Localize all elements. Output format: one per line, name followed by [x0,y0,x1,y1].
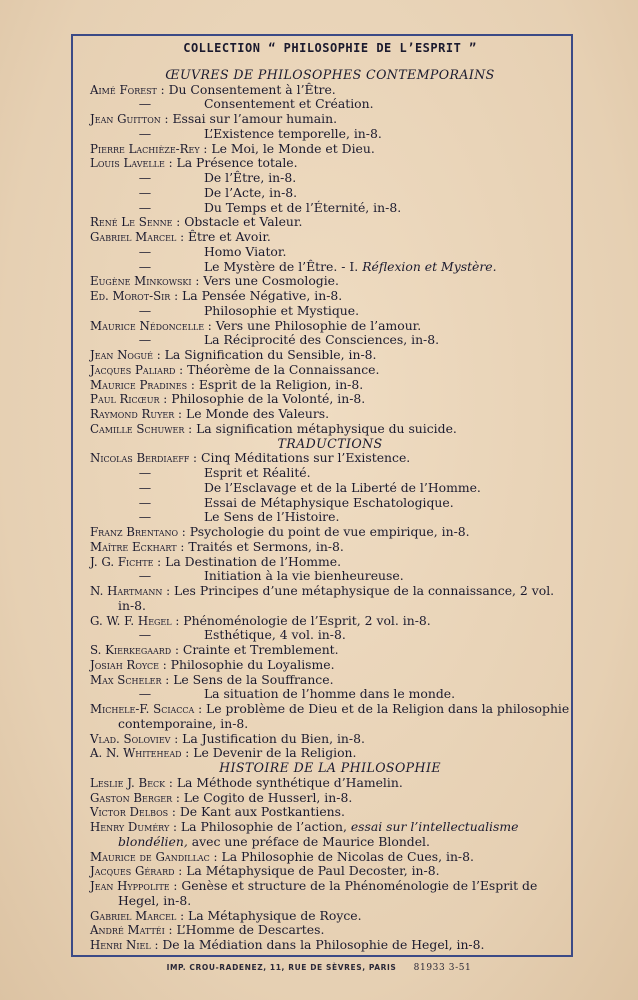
entry-title: Esthétique, 4 vol. in-8. [203,627,346,643]
catalogue-entry [90,348,570,363]
section-heading-traductions: TRADUCTIONS [277,435,383,451]
entry-dash: — [138,465,152,480]
entry-title: La Signification du Sensible, in-8. [164,347,377,362]
entry-title: Le Mystère de l’Être. - I. [203,258,359,274]
entry-dash: — [138,199,152,215]
catalogue-entry [90,201,570,216]
catalogue-entry [90,97,570,112]
entry-author: André Mattéi : [90,923,173,938]
entry-title: De l’Acte, in-8. [203,184,298,200]
entry-title: La Justification du Bien, in-8. [182,730,365,746]
catalogue-entry [90,451,570,466]
catalogue-entry [90,850,570,865]
entry-author: Paul Ricœur : [90,392,168,407]
catalogue-entry [90,510,570,525]
entry-title: De l’Être, in-8. [203,170,297,185]
catalogue-entry [90,274,570,289]
catalogue-entry [90,687,570,702]
entry-title: La Méthode synthétique d’Hamelin. [176,774,403,790]
entry-title: Esprit de la Religion, in-8. [198,376,364,392]
entry-title: Le Moi, le Monde et Dieu. [211,140,375,156]
entry-author: Maurice Nédoncelle : [90,318,212,333]
entry-dash: — [138,627,152,643]
catalogue-entry [90,791,570,806]
entry-title: Philosophie et Mystique. [203,302,360,318]
entry-author: S. Kierkegaard : [90,643,179,657]
entry-author: Aimé Forest : [90,82,165,97]
entry-author: Camille Schuwer : [90,421,193,436]
catalogue-entry [90,481,570,496]
entry-author: Jean Guitton : [90,112,169,126]
entry-author: Gaston Berger : [90,790,180,805]
entry-author: Leslie J. Beck : [90,775,173,790]
entry-title: L’Homme de Descartes. [176,922,325,938]
entry-note: avec une préface de Maurice Blondel. [191,833,430,849]
entry-title: Genèse et structure de la Phénoménologie de l’Esprit de Hegel, in-8. [118,878,538,908]
entry-title: Consentement et Création. [203,96,374,112]
entry-title: De Kant aux Postkantiens. [179,804,345,820]
entry-dash: — [138,332,152,348]
catalogue-entry [90,628,570,643]
entry-author: Henri Niel : [90,938,159,952]
catalogue-entry [90,333,570,348]
entry-title: Crainte et Tremblement. [182,642,339,657]
entry-dash: — [138,479,152,495]
catalogue-entry [90,171,570,186]
catalogue-entry [90,245,570,260]
entry-title: Être et Avoir. [188,229,271,244]
entry-title: La Métaphysique de Paul Decoster, in-8. [186,863,440,879]
catalogue-entry [90,776,570,791]
entry-title: Phénoménologie de l’Esprit, 2 vol. in-8. [183,612,431,628]
section-heading-histoire: HISTOIRE DE LA PHILOSOPHIE [219,760,441,775]
entry-title: La Philosophie de Nicolas de Cues, in-8. [221,848,474,864]
entry-title: Vers une Cosmologie. [203,273,339,289]
entry-author: Nicolas Berdiaeff : [90,451,198,466]
catalogue-entry [90,230,570,245]
entry-title: Le Cogito de Husserl, in-8. [183,789,353,805]
entry-title: Le Sens de la Souffrance. [173,671,334,687]
entry-title: Psychologie du point de vue empirique, in-8. [189,524,470,539]
entry-author: Eugène Minkowski : [90,274,200,289]
entry-title: Le Monde des Valeurs. [185,406,330,421]
catalogue-entry [90,643,570,658]
entry-title: Le Devenir de la Religion. [193,745,357,761]
entry-title: Du Temps et de l’Éternité, in-8. [203,199,402,215]
entry-dash: — [138,184,152,200]
catalogue-entry [90,392,570,407]
catalogue-entry [90,820,570,850]
entry-dash: — [138,509,152,525]
entry-dash: — [138,243,152,259]
catalogue-entry [90,614,570,629]
catalogue-entry [90,319,570,334]
entry-author: A. N. Whitehead : [90,746,190,761]
entry-dash: — [138,568,152,584]
catalogue-entry [90,422,570,437]
entry-author: Jacques Gérard : [90,864,183,879]
entry-title: Philosophie du Loyalisme. [170,656,335,672]
catalogue-entry [90,127,570,142]
catalogue-entry [90,909,570,924]
catalogue-entry [90,186,570,201]
catalogue-entry [90,156,570,171]
catalogue-entry [90,496,570,511]
section-heading-contemporains: ŒUVRES DE PHILOSOPHES CONTEMPORAINS [165,66,495,82]
entry-title: Essai sur l’amour humain. [172,111,338,126]
entry-title: La signification métaphysique du suicide. [196,420,457,436]
entry-title: La Présence totale. [176,155,298,171]
catalogue-entry [90,540,570,555]
entry-author: Franz Brentano : [90,525,186,539]
entry-subtitle: essai sur l’intellectualisme blondélien, [118,819,519,849]
printer-line: IMP. CROU-RADENEZ, 11, RUE DE SÈVRES, PARIS [166,963,397,972]
entry-author: Henry Duméry : [90,820,177,834]
catalogue-entry [90,378,570,393]
entry-author: Michele-F. Sciacca : [90,702,203,716]
entry-title: De la Médiation dans la Philosophie de Hegel, in-8. [162,937,485,952]
entry-title: La Destination de l’Homme. [165,553,342,569]
entry-title: La Métaphysique de Royce. [188,907,362,923]
catalogue-entry [90,304,570,319]
entry-title: Du Consentement à l’Être. [168,81,336,97]
catalogue-entry [90,83,570,98]
catalogue-entry [90,407,570,422]
entry-dash: — [138,125,152,141]
entry-author: Maurice de Gandillac : [90,849,218,864]
entry-author: Gabriel Marcel : [90,908,185,923]
entry-subtitle: Réflexion et Mystère. [362,258,497,274]
catalogue-entry [90,805,570,820]
entry-author: Max Scheler : [90,672,170,687]
entry-dash: — [138,494,152,510]
catalogue-entry [90,466,570,481]
catalogue-entry [90,746,570,761]
collection-title: COLLECTION “ PHILOSOPHIE DE L’ESPRIT ” [183,41,477,55]
catalogue-entry [90,215,570,230]
entry-dash: — [138,686,152,702]
catalogue-entry [90,879,570,909]
entry-author: René Le Senne : [90,215,181,230]
entry-title: Vers une Philosophie de l’amour. [215,317,422,333]
catalogue-entry [90,864,570,879]
entry-author: Pierre Lachièze-Rey : [90,141,208,156]
catalogue-entry [90,584,570,614]
entry-title: De l’Esclavage et de la Liberté de l’Homme. [203,479,481,495]
entry-title: Philosophie de la Volonté, in-8. [171,391,366,407]
catalogue-entry [90,363,570,378]
entry-title: La Réciprocité des Consciences, in-8. [203,332,440,348]
catalogue-entry [90,923,570,938]
entry-author: Jean Hyppolite : [90,879,178,893]
entry-author: Ed. Morot-Sir : [90,289,179,303]
entry-title: Traités et Sermons, in-8. [188,538,344,554]
entry-title: La situation de l’homme dans le monde. [203,686,456,702]
catalogue-entry [90,555,570,570]
entry-title: Théorème de la Connaissance. [187,361,380,377]
entry-title: Homo Viator. [203,243,287,259]
entry-title: Cinq Méditations sur l’Existence. [201,450,411,466]
entry-author: Jean Nogué : [90,348,161,362]
catalogue-entry [90,938,570,953]
entry-author: Maître Eckhart : [90,539,185,554]
entry-title: Le Sens de l’Histoire. [203,509,340,525]
entry-author: Vlad. Soloviev : [90,731,179,746]
entry-title: Obstacle et Valeur. [184,214,303,230]
catalogue-entry [90,732,570,747]
entry-title: L’Existence temporelle, in-8. [203,125,382,141]
list-contemporains [90,83,570,437]
entry-title: Esprit et Réalité. [203,465,311,480]
entry-author: Louis Lavelle : [90,156,173,171]
catalogue-entry [90,142,570,157]
catalogue-entry [90,260,570,275]
catalogue-content [90,38,570,953]
catalogue-entry [90,658,570,673]
list-traductions [90,451,570,761]
entry-title: Initiation à la vie bienheureuse. [203,568,404,584]
entry-title: La Philosophie de l’action, [180,819,347,834]
entry-author: Jacques Paliard : [90,362,184,377]
entry-author: J. G. Fichte : [90,554,162,569]
entry-author: Josiah Royce : [90,657,167,672]
entry-title: La Pensée Négative, in-8. [182,288,343,303]
entry-title: Le problème de Dieu et de la Religion dans la philosophie contemporaine, in-8. [118,701,570,731]
catalogue-entry [90,673,570,688]
catalogue-entry [90,702,570,732]
entry-title: Essai de Métaphysique Eschatologique. [203,494,454,510]
entry-author: Gabriel Marcel : [90,230,185,244]
printer-footer [0,963,638,973]
entry-title: Les Principes d’une métaphysique de la connaissance, 2 vol. in-8. [118,583,555,613]
entry-author: G. W. F. Hegel : [90,613,180,628]
entry-author: Raymond Ruyer : [90,407,183,421]
list-histoire [90,776,570,953]
entry-dash: — [138,302,152,318]
entry-author: Maurice Pradines : [90,377,195,392]
catalogue-entry [90,112,570,127]
entry-dash: — [138,96,152,112]
entry-dash: — [138,258,152,274]
catalogue-entry [90,289,570,304]
entry-dash: — [138,170,152,185]
catalogue-entry [90,569,570,584]
catalogue-entry [90,525,570,540]
print-code: 81933 3-51 [413,963,472,973]
entry-author: Victor Delbos : [90,805,176,820]
entry-author: N. Hartmann : [90,584,171,598]
